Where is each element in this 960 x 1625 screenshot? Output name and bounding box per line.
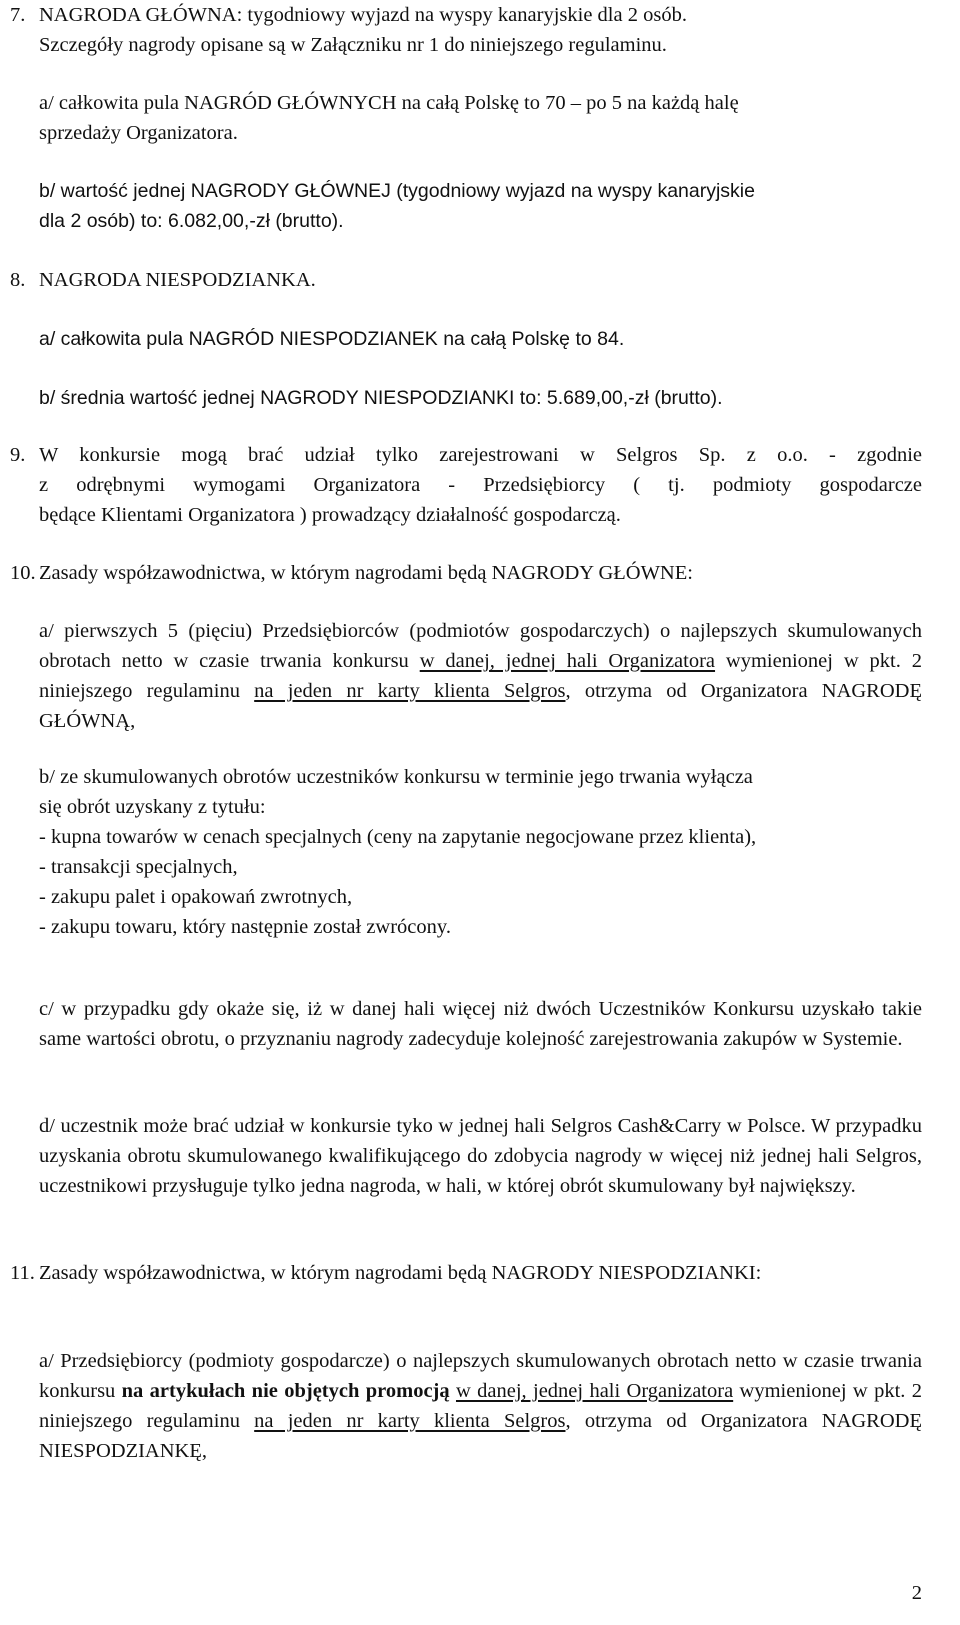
section-10-b-line-2: się obrót uzyskany z tytułu: (39, 796, 266, 818)
page-number: 2 (911, 1582, 922, 1604)
section-10-a-text-2: wymienionej w pkt. 2 niniejszego regulaminu (39, 650, 923, 702)
section-11-a-hall-underlined: w danej, jednej hali Organizatora (455, 1380, 734, 1402)
section-10-b-line-5: - zakupu palet i opakowań zwrotnych, (39, 886, 353, 908)
section-8-point-b: b/ średnia wartość jednej NAGRODY NIESPODZIANKI to: 5.689,00,-zł (brutto). (39, 387, 723, 409)
section-7-number: 7. (10, 4, 26, 26)
section-10-b-line-6: - zakupu towaru, który następnie został zwrócony. (39, 916, 451, 938)
section-9-line-3: będące Klientami Organizatora ) prowadzący działalność gospodarczą. (39, 504, 621, 526)
section-10-point-b (39, 762, 922, 942)
section-7-b-line-2: dla 2 osób) to: 6.082,00,-zł (brutto). (39, 210, 344, 232)
section-10-point-c: c/ w przypadku gdy okaże się, iż w danej hali więcej niż dwóch Uczestników Konkursu uzyskało takie same wartości obrotu, o przyznaniu nagrody zadecyduje kolejność zarejestrowania zakupów w Systemie. (39, 998, 922, 1050)
section-11-a-bold: na artykułach nie objętych promocją (121, 1380, 450, 1402)
section-11-a-text-1: a/ Przedsiębiorcy (podmioty gospodarcze) o najlepszych skumulowanych obrotach netto w czasie trwania konkursu (39, 1350, 922, 1402)
section-7-point-b (39, 176, 922, 236)
section-11-point-a (39, 1346, 922, 1466)
section-7-line-1: NAGRODA GŁÓWNA: tygodniowy wyjazd na wyspy kanaryjskie dla 2 osób. (39, 4, 687, 26)
section-7-line-2: Szczegóły nagrody opisane są w Załączniku nr 1 do niniejszego regulaminu. (39, 34, 667, 56)
section-10-point-a (39, 616, 922, 736)
section-10-a-text-1: a/ pierwszych 5 (pięciu) Przedsiębiorców (podmiotów gospodarczych) o najlepszych skumulowanych obrotach netto w czasie trwania konkursu (39, 620, 922, 672)
section-7-a-line-2: sprzedaży Organizatora. (39, 122, 238, 144)
section-9-number: 9. (10, 444, 26, 466)
section-7-point-a (39, 88, 922, 148)
section-11-title: Zasady współzawodnictwa, w którym nagrodami będą NAGRODY NIESPODZIANKI: (39, 1262, 762, 1284)
section-10-title: Zasady współzawodnictwa, w którym nagrodami będą NAGRODY GŁÓWNE: (39, 562, 693, 584)
section-10-b-line-4: - transakcji specjalnych, (39, 856, 238, 878)
section-10-a-card-underlined: na jeden nr karty klienta Selgros (254, 680, 566, 702)
section-9-line-1: W konkursie mogą brać udział tylko zarejestrowani w Selgros Sp. z o.o. - zgodnie (39, 444, 922, 466)
section-11-a-text-3: wymienionej w pkt. 2 niniejszego regulaminu (39, 1380, 922, 1432)
section-10-a-text-3: , otrzyma od Organizatora NAGRODĘ GŁÓWNĄ, (39, 680, 922, 732)
section-10-point-d: d/ uczestnik może brać udział w konkursie tyko w jednej hali Selgros Cash&Carry w Polsce. W przypadku uzyskania obrotu skumulowanego kwalifikującego do zdobycia nagrody w więcej niż jednej hali Selgros, uczestnikowi przysługuje tylko jedna nagroda, w hali, w której obrót skumulowany był największy. (39, 1115, 922, 1197)
section-7-intro (39, 0, 922, 60)
section-10-a-hall-underlined: w danej, jednej hali Organizatora (419, 650, 716, 672)
section-10-number: 10. (10, 562, 36, 584)
section-7-b-line-1: b/ wartość jednej NAGRODY GŁÓWNEJ (tygodniowy wyjazd na wyspy kanaryjskie (39, 180, 755, 202)
section-9-text (39, 440, 922, 530)
section-9-line-2: z odrębnymi wymogami Organizatora - Przedsiębiorcy ( tj. podmioty gospodarcze (39, 474, 922, 496)
section-7-a-line-1: a/ całkowita pula NAGRÓD GŁÓWNYCH na całą Polskę to 70 – po 5 na każdą halę (39, 92, 739, 114)
section-8-title: NAGRODA NIESPODZIANKA. (39, 269, 316, 291)
section-11-a-card-underlined: na jeden nr karty klienta Selgros (254, 1410, 566, 1432)
section-10-b-line-3: - kupna towarów w cenach specjalnych (ceny na zapytanie negocjowane przez klienta), (39, 826, 757, 848)
section-10-b-line-1: b/ ze skumulowanych obrotów uczestników konkursu w terminie jego trwania wyłącza (39, 766, 753, 788)
section-11-a-text-4: , otrzyma od Organizatora NAGRODĘ NIESPODZIANKĘ, (39, 1410, 922, 1462)
section-8-number: 8. (10, 269, 26, 291)
section-8-point-a: a/ całkowita pula NAGRÓD NIESPODZIANEK na całą Polskę to 84. (39, 328, 625, 350)
section-11-number: 11. (10, 1262, 35, 1284)
